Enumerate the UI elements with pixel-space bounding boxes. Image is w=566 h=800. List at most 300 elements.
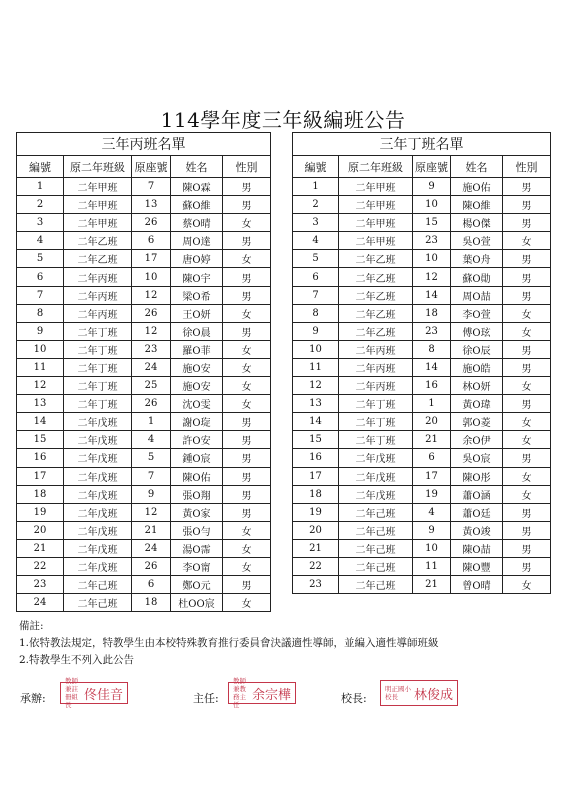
cell-number: 13 [293, 395, 339, 413]
cell-original-class: 二年己班 [64, 576, 132, 594]
table-row [17, 576, 271, 594]
cell-gender: 男 [223, 413, 271, 431]
cell-gender: 女 [223, 594, 271, 612]
cell-name: 蘇O維 [171, 196, 223, 214]
cell-original-class: 二年丁班 [64, 322, 132, 340]
director-stamp-name: 余宗樺 [251, 687, 291, 703]
cell-original-class: 二年丁班 [339, 431, 413, 449]
cell-name: 黃O家 [171, 503, 223, 521]
cell-gender: 男 [503, 521, 551, 539]
cell-number: 18 [17, 485, 64, 503]
cell-gender: 女 [503, 431, 551, 449]
cell-gender: 女 [223, 539, 271, 557]
cell-gender: 男 [503, 340, 551, 358]
cell-original-class: 二年戊班 [64, 485, 132, 503]
table-row [17, 196, 271, 214]
table-row [17, 503, 271, 521]
page-title: 114學年度三年級編班公告 [160, 108, 406, 132]
cell-original-class: 二年甲班 [339, 196, 413, 214]
table-row [293, 539, 551, 557]
principal-seal-stamp [380, 680, 458, 706]
cell-original-seat: 4 [132, 431, 171, 449]
header-name: 姓名 [171, 156, 223, 178]
cell-original-seat: 17 [413, 467, 451, 485]
class-c-rows [17, 178, 271, 612]
cell-original-class: 二年戊班 [339, 485, 413, 503]
cell-name: 蕭O廷 [451, 503, 503, 521]
cell-name: 周O達 [171, 232, 223, 250]
cell-name: 張O勻 [171, 521, 223, 539]
cell-original-seat: 26 [132, 304, 171, 322]
cell-number: 22 [293, 557, 339, 575]
header-original-class: 原二年班級 [64, 156, 132, 178]
cell-number: 8 [17, 304, 64, 322]
cell-original-class: 二年戊班 [64, 503, 132, 521]
table-row [17, 358, 271, 376]
cell-original-class: 二年丙班 [64, 304, 132, 322]
cell-original-seat: 6 [132, 576, 171, 594]
cell-gender: 男 [223, 286, 271, 304]
cell-gender: 女 [223, 250, 271, 268]
cell-original-class: 二年戊班 [64, 467, 132, 485]
cell-number: 17 [17, 467, 64, 485]
cell-original-seat: 9 [413, 178, 451, 196]
cell-number: 18 [293, 485, 339, 503]
cell-name: 唐O婷 [171, 250, 223, 268]
table-row [293, 485, 551, 503]
table-row [17, 377, 271, 395]
cell-name: 陳O豐 [451, 557, 503, 575]
cell-number: 19 [17, 503, 64, 521]
cell-name: 張O翔 [171, 485, 223, 503]
cell-name: 謝O琁 [171, 413, 223, 431]
cell-gender: 男 [223, 178, 271, 196]
cell-number: 20 [293, 521, 339, 539]
cell-gender: 男 [223, 449, 271, 467]
cell-name: 徐O辰 [451, 340, 503, 358]
notes-heading: 備註: [19, 620, 44, 632]
cell-name: 湯O霈 [171, 539, 223, 557]
cell-number: 16 [17, 449, 64, 467]
cell-original-seat: 10 [413, 196, 451, 214]
cell-original-seat: 19 [413, 485, 451, 503]
cell-original-seat: 11 [413, 557, 451, 575]
note-item-2: 2.特教學生不列入此公告 [19, 654, 135, 666]
table-row [293, 214, 551, 232]
cell-name: 蕭O涵 [451, 485, 503, 503]
cell-number: 23 [293, 576, 339, 594]
table-row [293, 304, 551, 322]
cell-gender: 女 [223, 358, 271, 376]
cell-original-seat: 8 [413, 340, 451, 358]
header-name: 姓名 [451, 156, 503, 178]
cell-original-seat: 20 [413, 413, 451, 431]
table-row [17, 178, 271, 196]
cell-original-class: 二年己班 [339, 557, 413, 575]
cell-name: 陳O喆 [451, 539, 503, 557]
cell-original-seat: 14 [413, 358, 451, 376]
cell-original-seat: 26 [132, 557, 171, 575]
cell-name: 吳O萱 [451, 232, 503, 250]
cell-number: 17 [293, 467, 339, 485]
cell-original-class: 二年丙班 [64, 268, 132, 286]
undertaker-stamp-name: 佟佳音 [83, 687, 123, 703]
header-original-seat: 原座號 [413, 156, 451, 178]
cell-number: 24 [17, 594, 64, 612]
cell-number: 7 [17, 286, 64, 304]
class-d-caption: 三年丁班名單 [293, 133, 551, 156]
cell-original-seat: 25 [132, 377, 171, 395]
cell-number: 21 [17, 539, 64, 557]
cell-number: 9 [17, 322, 64, 340]
cell-name: 王O妍 [171, 304, 223, 322]
cell-number: 5 [17, 250, 64, 268]
cell-name: 梁O希 [171, 286, 223, 304]
cell-number: 16 [293, 449, 339, 467]
cell-original-seat: 12 [413, 268, 451, 286]
cell-original-class: 二年甲班 [64, 214, 132, 232]
header-original-seat: 原座號 [132, 156, 171, 178]
cell-original-seat: 4 [413, 503, 451, 521]
cell-gender: 男 [503, 557, 551, 575]
cell-name: 許O安 [171, 431, 223, 449]
table-row [293, 178, 551, 196]
table-row [17, 467, 271, 485]
table-row [17, 232, 271, 250]
cell-name: 施O皓 [451, 358, 503, 376]
cell-original-seat: 21 [413, 576, 451, 594]
cell-original-class: 二年乙班 [64, 232, 132, 250]
table-row [293, 467, 551, 485]
cell-original-class: 二年甲班 [339, 178, 413, 196]
cell-gender: 女 [223, 377, 271, 395]
cell-gender: 女 [503, 377, 551, 395]
cell-gender: 男 [223, 503, 271, 521]
cell-number: 10 [17, 340, 64, 358]
cell-original-class: 二年丙班 [64, 286, 132, 304]
cell-gender: 男 [503, 178, 551, 196]
cell-original-seat: 26 [132, 214, 171, 232]
cell-name: 林O妍 [451, 377, 503, 395]
cell-number: 2 [17, 196, 64, 214]
cell-gender: 男 [503, 503, 551, 521]
table-row [293, 268, 551, 286]
cell-gender: 女 [223, 214, 271, 232]
cell-number: 4 [17, 232, 64, 250]
cell-gender: 男 [503, 214, 551, 232]
cell-original-class: 二年丙班 [339, 377, 413, 395]
cell-name: 陳O彤 [451, 467, 503, 485]
cell-gender: 女 [503, 576, 551, 594]
cell-original-seat: 26 [132, 395, 171, 413]
cell-original-class: 二年己班 [339, 539, 413, 557]
cell-gender: 女 [223, 395, 271, 413]
table-row [17, 395, 271, 413]
class-c-roster-table [16, 132, 271, 612]
header-gender: 性別 [223, 156, 271, 178]
cell-original-seat: 23 [413, 232, 451, 250]
cell-name: 陳O霖 [171, 178, 223, 196]
table-row [293, 431, 551, 449]
cell-number: 14 [293, 413, 339, 431]
header-gender: 性別 [503, 156, 551, 178]
cell-original-seat: 1 [413, 395, 451, 413]
cell-original-class: 二年戊班 [64, 431, 132, 449]
table-row [293, 358, 551, 376]
cell-original-seat: 23 [413, 322, 451, 340]
cell-gender: 女 [223, 304, 271, 322]
cell-name: 施O安 [171, 358, 223, 376]
cell-gender: 男 [223, 322, 271, 340]
table-row [293, 413, 551, 431]
table-row [293, 449, 551, 467]
cell-original-class: 二年甲班 [339, 214, 413, 232]
table-row [17, 521, 271, 539]
cell-original-class: 二年乙班 [339, 286, 413, 304]
class-d-roster-table [292, 132, 551, 594]
cell-number: 12 [17, 377, 64, 395]
cell-original-seat: 10 [132, 268, 171, 286]
table-row [17, 304, 271, 322]
cell-gender: 男 [223, 485, 271, 503]
cell-number: 11 [293, 358, 339, 376]
cell-original-seat: 12 [132, 322, 171, 340]
cell-number: 4 [293, 232, 339, 250]
cell-number: 15 [17, 431, 64, 449]
director-seal-stamp [228, 677, 296, 709]
cell-number: 6 [17, 268, 64, 286]
cell-original-class: 二年丙班 [339, 340, 413, 358]
cell-number: 5 [293, 250, 339, 268]
cell-number: 1 [293, 178, 339, 196]
undertaker-label: 承辦: [20, 692, 46, 705]
cell-original-seat: 23 [132, 340, 171, 358]
cell-original-seat: 24 [132, 358, 171, 376]
cell-original-class: 二年甲班 [64, 178, 132, 196]
cell-name: 鄭O元 [171, 576, 223, 594]
cell-gender: 女 [503, 304, 551, 322]
cell-original-class: 二年乙班 [339, 322, 413, 340]
cell-number: 13 [17, 395, 64, 413]
cell-original-seat: 10 [413, 250, 451, 268]
cell-original-seat: 18 [132, 594, 171, 612]
cell-original-class: 二年丁班 [64, 340, 132, 358]
cell-original-seat: 15 [413, 214, 451, 232]
cell-original-class: 二年戊班 [339, 449, 413, 467]
cell-gender: 男 [503, 286, 551, 304]
cell-original-class: 二年戊班 [64, 449, 132, 467]
cell-gender: 男 [223, 431, 271, 449]
table-row [293, 196, 551, 214]
cell-original-class: 二年乙班 [64, 250, 132, 268]
cell-name: 李O甯 [171, 557, 223, 575]
notes-section [19, 618, 439, 669]
header-original-class: 原二年班級 [339, 156, 413, 178]
cell-original-class: 二年己班 [339, 521, 413, 539]
table-row [293, 557, 551, 575]
table-row [17, 340, 271, 358]
class-d-rows [293, 178, 551, 594]
cell-gender: 女 [223, 521, 271, 539]
table-row [17, 485, 271, 503]
cell-number: 3 [293, 214, 339, 232]
cell-original-class: 二年甲班 [64, 196, 132, 214]
cell-gender: 男 [503, 539, 551, 557]
cell-original-class: 二年戊班 [64, 521, 132, 539]
cell-original-seat: 14 [413, 286, 451, 304]
table-row [293, 521, 551, 539]
table-row [17, 214, 271, 232]
table-row [17, 250, 271, 268]
cell-original-seat: 18 [413, 304, 451, 322]
cell-original-seat: 7 [132, 178, 171, 196]
cell-number: 22 [17, 557, 64, 575]
cell-original-seat: 6 [132, 232, 171, 250]
cell-name: 施O安 [171, 377, 223, 395]
cell-name: 余O伊 [451, 431, 503, 449]
table-row [293, 503, 551, 521]
table-row [17, 431, 271, 449]
cell-name: 陳O佑 [171, 467, 223, 485]
cell-original-class: 二年己班 [64, 594, 132, 612]
cell-name: 沈O雯 [171, 395, 223, 413]
cell-number: 11 [17, 358, 64, 376]
table-row [293, 377, 551, 395]
director-label: 主任: [193, 692, 219, 705]
cell-number: 9 [293, 322, 339, 340]
cell-original-class: 二年戊班 [64, 557, 132, 575]
cell-gender: 男 [223, 467, 271, 485]
table-row [17, 539, 271, 557]
cell-original-class: 二年甲班 [339, 232, 413, 250]
cell-original-seat: 9 [132, 485, 171, 503]
cell-number: 19 [293, 503, 339, 521]
cell-original-class: 二年乙班 [339, 250, 413, 268]
cell-gender: 男 [503, 268, 551, 286]
cell-original-class: 二年乙班 [339, 304, 413, 322]
cell-number: 3 [17, 214, 64, 232]
cell-original-seat: 24 [132, 539, 171, 557]
cell-gender: 男 [223, 268, 271, 286]
cell-original-class: 二年己班 [339, 576, 413, 594]
table-row [17, 557, 271, 575]
table-row [293, 576, 551, 594]
cell-number: 15 [293, 431, 339, 449]
cell-number: 14 [17, 413, 64, 431]
cell-number: 1 [17, 178, 64, 196]
director-stamp-title: 教師兼教務主任 [233, 677, 246, 709]
cell-original-seat: 12 [132, 503, 171, 521]
cell-original-seat: 21 [413, 431, 451, 449]
undertaker-seal-stamp [60, 677, 128, 709]
table-row [293, 232, 551, 250]
cell-original-seat: 13 [132, 196, 171, 214]
cell-number: 21 [293, 539, 339, 557]
cell-gender: 女 [503, 467, 551, 485]
cell-original-class: 二年戊班 [64, 539, 132, 557]
cell-original-class: 二年丁班 [64, 377, 132, 395]
cell-original-seat: 1 [132, 413, 171, 431]
principal-label: 校長: [341, 692, 367, 705]
table-row [293, 340, 551, 358]
cell-name: 傅O玹 [451, 322, 503, 340]
table-row [17, 413, 271, 431]
table-row [17, 286, 271, 304]
cell-original-class: 二年己班 [339, 503, 413, 521]
cell-number: 20 [17, 521, 64, 539]
cell-name: 施O佑 [451, 178, 503, 196]
cell-gender: 女 [503, 413, 551, 431]
cell-gender: 男 [223, 196, 271, 214]
principal-stamp-name: 林俊成 [413, 687, 453, 703]
cell-name: 羅O菲 [171, 340, 223, 358]
cell-gender: 男 [503, 395, 551, 413]
cell-name: 鍾O宸 [171, 449, 223, 467]
cell-gender: 男 [223, 232, 271, 250]
table-row [17, 322, 271, 340]
undertaker-stamp-title: 教師兼註冊組長 [65, 677, 78, 709]
cell-number: 23 [17, 576, 64, 594]
cell-name: 李O萱 [451, 304, 503, 322]
cell-name: 徐O晨 [171, 322, 223, 340]
header-number: 編號 [293, 156, 339, 178]
cell-name: 周O喆 [451, 286, 503, 304]
cell-original-seat: 5 [132, 449, 171, 467]
cell-gender: 男 [503, 250, 551, 268]
cell-number: 7 [293, 286, 339, 304]
principal-stamp-title: 明正國小校長 [385, 685, 411, 701]
cell-original-seat: 7 [132, 467, 171, 485]
cell-name: 曾O晴 [451, 576, 503, 594]
cell-number: 6 [293, 268, 339, 286]
cell-name: 葉O舟 [451, 250, 503, 268]
table-row [17, 594, 271, 612]
cell-original-class: 二年丁班 [339, 395, 413, 413]
cell-number: 2 [293, 196, 339, 214]
cell-original-seat: 17 [132, 250, 171, 268]
cell-name: 黃O瑋 [451, 395, 503, 413]
cell-gender: 女 [223, 557, 271, 575]
cell-name: 黃O竣 [451, 521, 503, 539]
cell-original-seat: 21 [132, 521, 171, 539]
cell-original-class: 二年丁班 [64, 358, 132, 376]
cell-original-class: 二年丁班 [339, 413, 413, 431]
cell-number: 10 [293, 340, 339, 358]
cell-gender: 女 [503, 232, 551, 250]
cell-gender: 男 [503, 196, 551, 214]
cell-number: 8 [293, 304, 339, 322]
cell-gender: 男 [503, 449, 551, 467]
cell-original-class: 二年丙班 [339, 358, 413, 376]
cell-name: 郭O菱 [451, 413, 503, 431]
header-number: 編號 [17, 156, 64, 178]
cell-original-seat: 10 [413, 539, 451, 557]
cell-number: 12 [293, 377, 339, 395]
table-row [293, 322, 551, 340]
table-row [293, 250, 551, 268]
cell-name: 蔡O晴 [171, 214, 223, 232]
table-row [17, 449, 271, 467]
cell-name: 杜OO宸 [171, 594, 223, 612]
cell-original-seat: 12 [132, 286, 171, 304]
cell-gender: 女 [223, 340, 271, 358]
cell-name: 陳O維 [451, 196, 503, 214]
cell-name: 蘇O勛 [451, 268, 503, 286]
cell-name: 楊O傑 [451, 214, 503, 232]
cell-gender: 男 [503, 358, 551, 376]
cell-gender: 男 [223, 576, 271, 594]
cell-original-class: 二年丁班 [64, 395, 132, 413]
